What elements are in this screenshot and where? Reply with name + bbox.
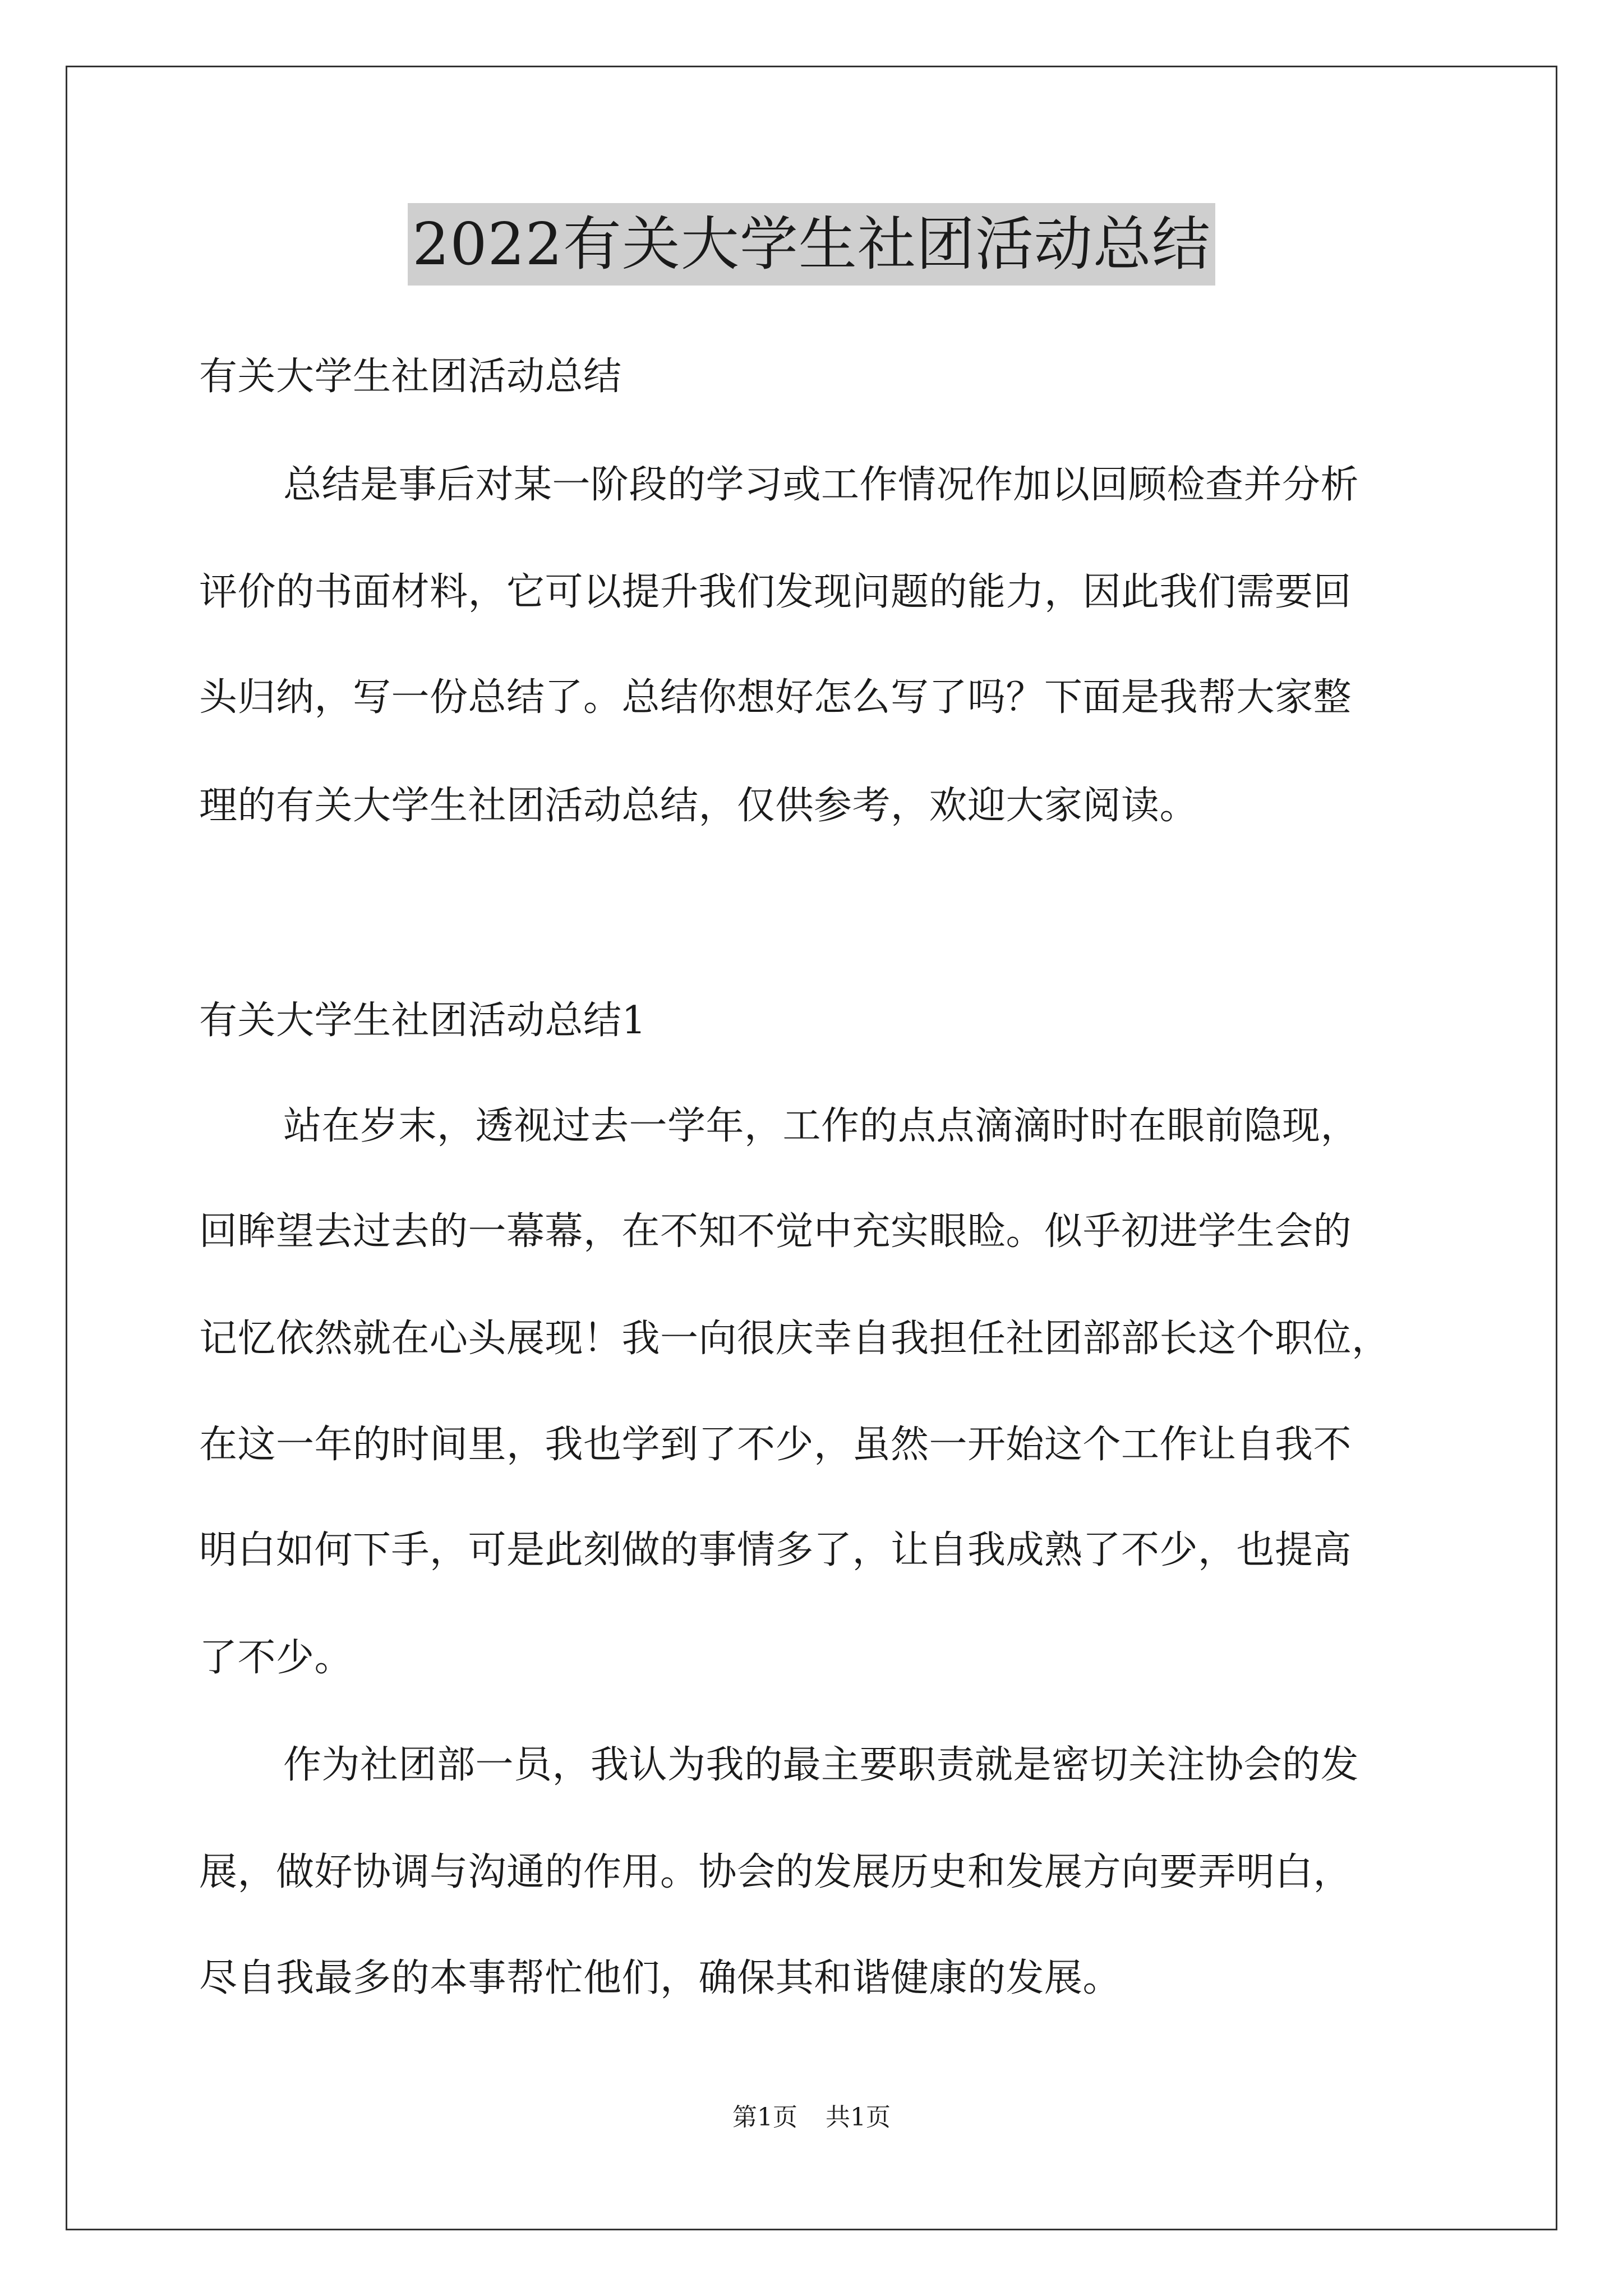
document-subtitle: 有关大学生社团活动总结: [199, 355, 622, 399]
intro-line: 评价的书面材料，它可以提升我们发现问题的能力，因此我们需要回: [199, 570, 1352, 614]
paragraph-line: 记忆依然就在心头展现！我一向很庆幸自我担任社团部部长这个职位，: [199, 1317, 1390, 1361]
paragraph-line: 在这一年的时间里，我也学到了不少，虽然一开始这个工作让自我不: [199, 1423, 1352, 1467]
paragraph-line: 尽自我最多的本事帮忙他们，确保其和谐健康的发展。: [199, 1956, 1122, 2000]
page-footer: [0, 2101, 1623, 2134]
document-title: 2022有关大学生社团活动总结: [408, 203, 1215, 286]
paragraph-line: 展，做好协调与沟通的作用。协会的发展历史和发展方向要弄明白，: [199, 1850, 1352, 1894]
intro-line: 理的有关大学生社团活动总结，仅供参考，欢迎大家阅读。: [199, 784, 1198, 828]
paragraph-line: 明白如何下手，可是此刻做的事情多了，让自我成熟了不少，也提高: [199, 1528, 1352, 1572]
page-number: 第1页: [732, 2103, 797, 2132]
page-total: 共1页: [826, 2103, 891, 2132]
paragraph-line: 站在岁末，透视过去一学年，工作的点点滴滴时时在眼前隐现，: [283, 1104, 1359, 1148]
intro-line: 头归纳，写一份总结了。总结你想好怎么写了吗？下面是我帮大家整: [199, 675, 1352, 720]
paragraph-line: 了不少。: [199, 1636, 353, 1680]
paragraph-line: 作为社团部一员，我认为我的最主要职责就是密切关注协会的发: [283, 1743, 1359, 1787]
section-heading: 有关大学生社团活动总结1: [199, 999, 647, 1043]
intro-line: 总结是事后对某一阶段的学习或工作情况作加以回顾检查并分析: [283, 463, 1359, 507]
title-block: [0, 203, 1623, 286]
paragraph-line: 回眸望去过去的一幕幕，在不知不觉中充实眼睑。似乎初进学生会的: [199, 1209, 1352, 1254]
